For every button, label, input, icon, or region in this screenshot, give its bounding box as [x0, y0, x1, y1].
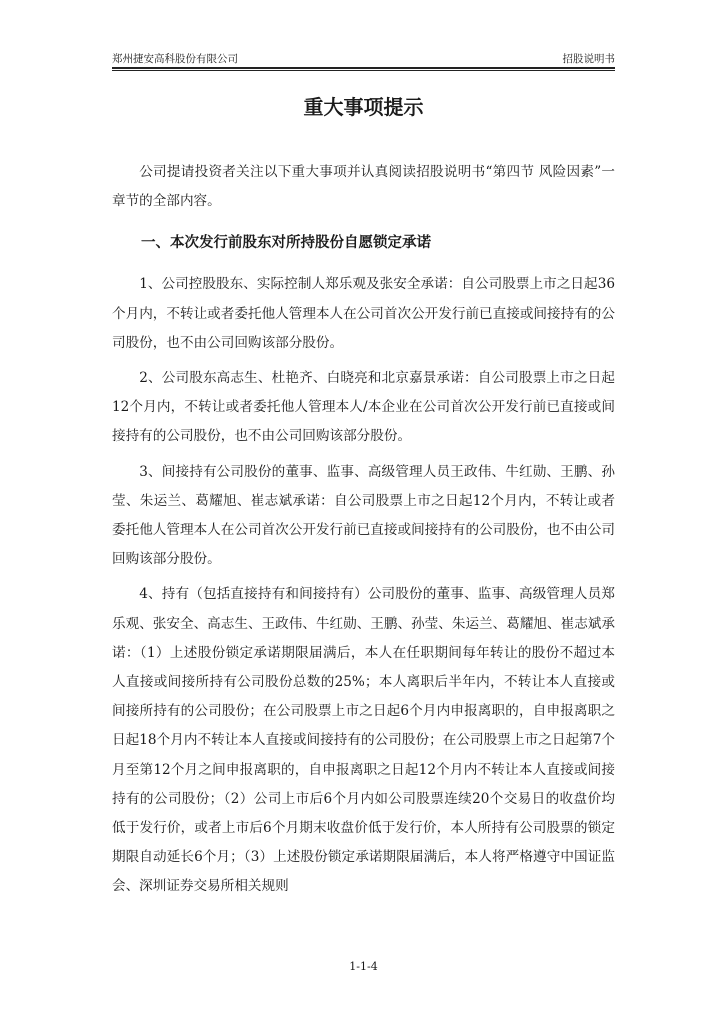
commitment-paragraph-2: 2、公司股东高志生、杜艳齐、白晓亮和北京嘉景承诺：自公司股票上市之日起12个月内，不转让或者委托他人管理本人/本企业在公司首次公开发行前已直接或间接持有的公司股份，也不由公司回购该部分股份。 — [112, 370, 615, 445]
header-rule-thick — [112, 67, 615, 69]
header-document-type: 招股说明书 — [562, 53, 615, 65]
commitment-paragraph-1: 1、公司控股股东、实际控制人郑乐观及张安全承诺：自公司股票上市之日起36个月内，不转让或者委托他人管理本人在公司首次公开发行前已直接或间接持有的公司股份，也不由公司回购该部分股份。 — [112, 276, 615, 351]
section-heading: 一、本次发行前股东对所持股份自愿锁定承诺 — [141, 235, 431, 252]
intro-paragraph: 公司提请投资者关注以下重大事项并认真阅读招股说明书“第四节 风险因素”一章节的全部内容。 — [112, 164, 615, 210]
commitment-paragraph-4: 4、持有（包括直接持有和间接持有）公司股份的董事、监事、高级管理人员郑乐观、张安全、高志生、王政伟、牛红勋、王鹏、孙莹、朱运兰、葛耀旭、崔志斌承诺：（1）上述股份锁定承诺期限届满后，本人在任职期间每年转让的股份不超过本人直接或间接所持有公司股份总数的25%；本人离职后半年内，不转让本人直接或间接所持有的公司股份；在公司股票上市之日起6个月内申报离职的，自申报离职之日起18个月内不转让本人直接或间接持有的公司股份；在公司股票上市之日起第7个月至第12个月之间申报离职的，自申报离职之日起12个月内不转让本人直接或间接持有的公司股份；（2）公司上市后6个月内如公司股票连续20个交易日的收盘价均低于发行价，或者上市后6个月期末收盘价低于发行价，本人所持有公司股票的锁定期限自动延长6个月；（3）上述股份锁定承诺期限届满后，本人将严格遵守中国证监会、深圳证券交易所相关规则 — [112, 586, 615, 895]
page-title: 重大事项提示 — [303, 95, 424, 119]
header-rule-thin — [112, 70, 615, 71]
commitment-paragraph-3: 3、间接持有公司股份的董事、监事、高级管理人员王政伟、牛红勋、王鹏、孙莹、朱运兰、葛耀旭、崔志斌承诺：自公司股票上市之日起12个月内，不转让或者委托他人管理本人在公司首次公开发行前已直接或间接持有的公司股份，也不由公司回购该部分股份。 — [112, 463, 615, 568]
page-header — [112, 51, 615, 67]
document-body — [112, 158, 615, 902]
page-number: 1-1-4 — [349, 960, 378, 973]
header-company-name: 郑州捷安高科股份有限公司 — [112, 53, 238, 65]
